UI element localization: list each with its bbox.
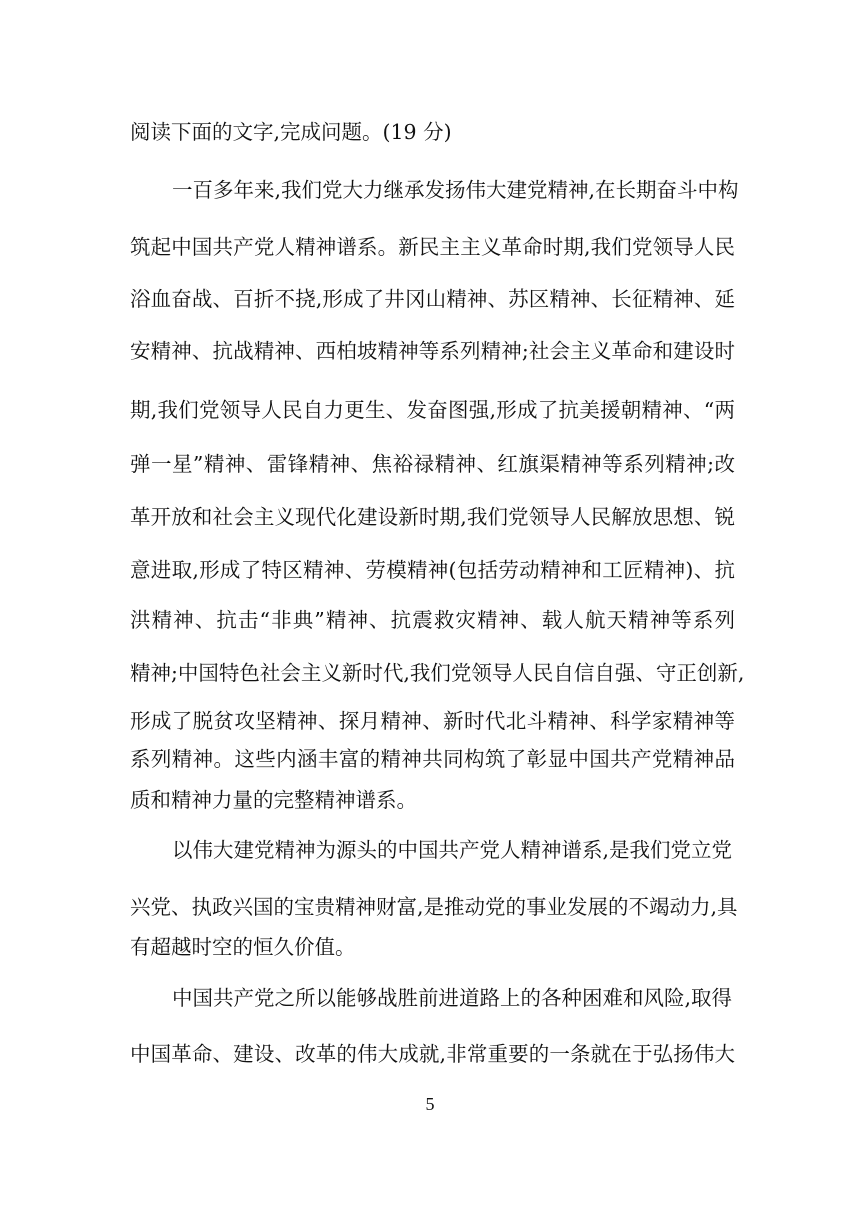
paragraph-1-line-2: 筑起中国共产党人精神谱系。新民主主义革命时期,我们党领导人民 bbox=[130, 235, 735, 259]
paragraph-1-line-11: 形成了脱贫攻坚精神、探月精神、新时代北斗精神、科学家精神等 bbox=[130, 709, 735, 733]
paragraph-1-line-4: 安精神、抗战精神、西柏坡精神等系列精神;社会主义革命和建设时 bbox=[130, 339, 735, 363]
paragraph-2-line-3: 有超越时空的恒久价值。 bbox=[130, 935, 356, 959]
paragraph-1-line-5: 期,我们党领导人民自力更生、发奋图强,形成了抗美援朝精神、“两 bbox=[130, 398, 735, 422]
question-heading: 阅读下面的文字,完成问题。(19 分) bbox=[130, 120, 452, 144]
paragraph-1-line-10: 精神;中国特色社会主义新时代,我们党领导人民自信自强、守正创新, bbox=[130, 661, 745, 685]
paragraph-1-line-8: 意进取,形成了特区精神、劳模精神(包括劳动精神和工匠精神)、抗 bbox=[130, 558, 735, 582]
paragraph-1-line-1: 一百多年来,我们党大力继承发扬伟大建党精神,在长期奋斗中构 bbox=[172, 178, 739, 202]
paragraph-2-line-2: 兴党、执政兴国的宝贵精神财富,是推动党的事业发展的不竭动力,具 bbox=[130, 895, 738, 919]
paragraph-2-line-1: 以伟大建党精神为源头的中国共产党人精神谱系,是我们党立党 bbox=[172, 838, 733, 862]
paragraph-1-line-9: 洪精神、抗击“非典”精神、抗震救灾精神、载人航天精神等系列 bbox=[130, 608, 735, 632]
paragraph-1-line-6: 弹一星”精神、雷锋精神、焦裕禄精神、红旗渠精神等系列精神;改 bbox=[130, 452, 735, 476]
paragraph-1-line-3: 浴血奋战、百折不挠,形成了井冈山精神、苏区精神、长征精神、延 bbox=[130, 287, 735, 311]
paragraph-1-line-13: 质和精神力量的完整精神谱系。 bbox=[130, 788, 417, 812]
paragraph-3-line-1: 中国共产党之所以能够战胜前进道路上的各种困难和风险,取得 bbox=[172, 986, 733, 1010]
page-number: 5 bbox=[425, 1094, 435, 1114]
paragraph-1-line-12: 系列精神。这些内涵丰富的精神共同构筑了彰显中国共产党精神品 bbox=[130, 747, 735, 771]
paragraph-3-line-2: 中国革命、建设、改革的伟大成就,非常重要的一条就在于弘扬伟大 bbox=[130, 1042, 735, 1066]
paragraph-1-line-7: 革开放和社会主义现代化建设新时期,我们党领导人民解放思想、锐 bbox=[130, 505, 735, 529]
